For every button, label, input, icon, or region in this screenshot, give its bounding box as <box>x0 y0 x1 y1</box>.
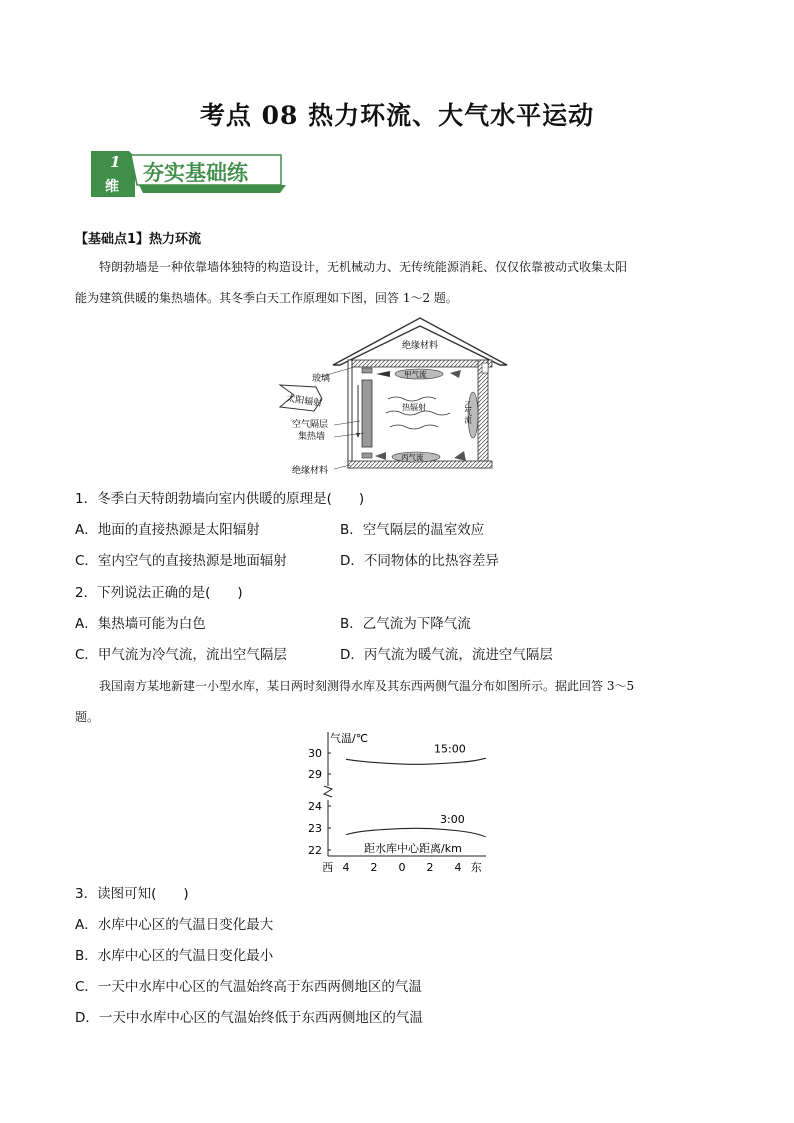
label-heat-wall: 集热墙 <box>298 432 326 442</box>
question-1-option-c: C．室内空气的直接热源是地面辐射 <box>75 553 287 569</box>
badge-text: 夯实基础练 <box>143 161 248 185</box>
question-3-option-a: A．水库中心区的气温日变化最大 <box>75 917 274 933</box>
x-tick-label: 西 <box>322 861 334 874</box>
series-label: 3:00 <box>440 813 465 826</box>
label-insulation-bottom: 绝缘材料 <box>292 466 329 475</box>
x-tick-label: 4 <box>454 861 462 874</box>
question-2-option-a: A．集热墙可能为白色 <box>75 616 206 632</box>
label-air-layer: 空气隔层 <box>292 420 329 430</box>
y-tick-label: 23 <box>308 822 322 835</box>
axis-break <box>324 786 332 797</box>
label-flow-b: 乙气流 <box>463 401 473 424</box>
x-axis-label: 距水库中心距离/km <box>364 842 462 855</box>
series-label: 15:00 <box>434 742 466 756</box>
y-axis-label: 气温/℃ <box>330 732 369 745</box>
label-solar-radiation: 太阳辐射 <box>285 394 323 409</box>
question-1-stem: 1．冬季白天特朗勃墙向室内供暖的原理是( ) <box>75 491 365 507</box>
y-tick-label: 29 <box>308 768 322 781</box>
intro-line: 题。 <box>75 710 100 724</box>
x-tick-label: 2 <box>426 861 434 874</box>
question-2-option-b: B．乙气流为下降气流 <box>340 616 471 632</box>
x-tick-label: 东 <box>470 861 482 874</box>
question-1-option-b: B．空气隔层的温室效应 <box>340 522 485 538</box>
x-tick-label: 2 <box>370 861 378 874</box>
intro-paragraph-2 <box>75 671 725 733</box>
label-flow-c: 丙气流 <box>401 453 424 462</box>
question-3-option-b: B．水库中心区的气温日变化最小 <box>75 948 274 964</box>
section-badge <box>91 151 286 197</box>
x-tick-label: 4 <box>342 861 350 874</box>
label-glass: 玻璃 <box>312 374 331 384</box>
label-heat-radiation: 热辐射 <box>402 403 426 412</box>
question-3-stem: 3．读图可知( ) <box>75 886 189 902</box>
intro-paragraph-1 <box>75 252 725 314</box>
question-1-option-d: D．不同物体的比热容差异 <box>340 553 499 569</box>
label-flow-a: 甲气流 <box>404 370 427 379</box>
question-1-option-a: A．地面的直接热源是太阳辐射 <box>75 522 260 538</box>
badge-number: 1 <box>110 153 121 171</box>
question-2-option-c: C．甲气流为冷气流，流出空气隔层 <box>75 647 287 663</box>
question-2-stem: 2．下列说法正确的是( ) <box>75 585 243 601</box>
temperature-chart <box>300 728 500 876</box>
intro-line: 能为建筑供暖的集热墙体。其冬季白天工作原理如下图，回答 1～2 题。 <box>75 291 458 305</box>
y-tick-label: 22 <box>308 844 322 857</box>
label-insulation-top: 绝缘材料 <box>402 341 439 351</box>
question-3-option-c: C．一天中水库中心区的气温始终高于东西两侧地区的气温 <box>75 979 422 995</box>
section-heading: 【基础点1】热力环流 <box>75 232 202 247</box>
question-2-option-d: D．丙气流为暖气流，流进空气隔层 <box>340 647 553 663</box>
y-tick-label: 30 <box>308 747 322 760</box>
trombe-wall-diagram <box>278 315 518 475</box>
series-line-night <box>346 828 486 837</box>
intro-line: 特朗勃墙是一种依靠墙体独特的构造设计，无机械动力、无传统能源消耗、仅仅依靠被动式收集太阳 <box>99 260 628 274</box>
page-title: 考点 08 热力环流、大气水平运动 <box>199 101 595 130</box>
y-tick-label: 24 <box>308 800 322 813</box>
intro-line: 我国南方某地新建一小型水库，某日两时刻测得水库及其东西两侧气温分布如图所示。据此回答 3～5 <box>99 679 635 693</box>
x-tick-label: 0 <box>398 861 406 874</box>
badge-unit: 维 <box>105 179 119 195</box>
question-3-option-d: D．一天中水库中心区的气温始终低于东西两侧地区的气温 <box>75 1010 423 1026</box>
series-line-day <box>346 758 486 764</box>
